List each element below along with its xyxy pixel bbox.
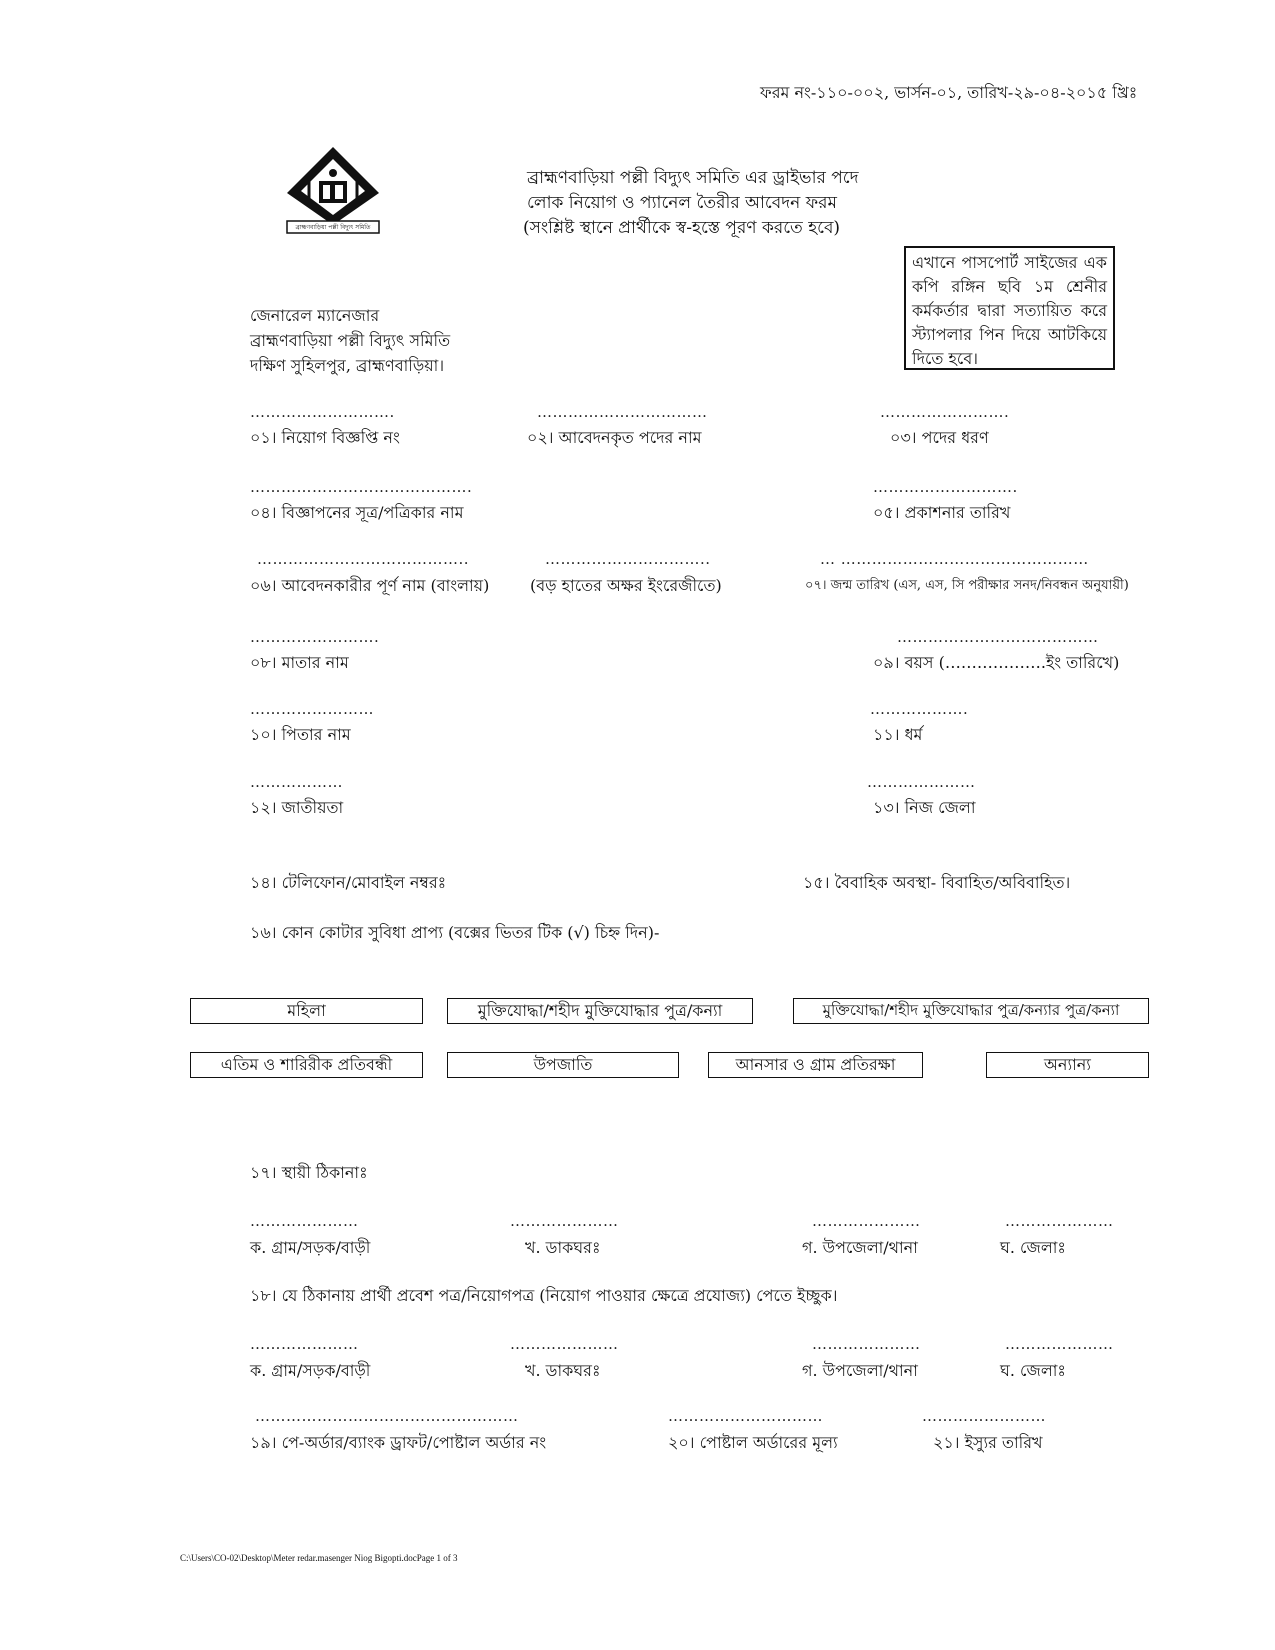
permanent-village-label: ক. গ্রাম/সড়ক/বাড়ী (250, 1238, 371, 1257)
permanent-district-label: ঘ. জেলাঃ (1000, 1238, 1066, 1257)
photo-placeholder-box[interactable]: এখানে পাসপোর্ট সাইজের এক কপি রঙ্গিন ছবি ১ম শ্রেনীর কর্মকর্তার দ্বারা সত্যায়িত করে স্ট্যাপলার পিন দিয়ে আটকিয়ে দিতে হবে। (904, 246, 1115, 370)
permanent-post-input[interactable]: ………………… (510, 1212, 619, 1230)
addressee-address: দক্ষিণ সুহিলপুর, ব্রাহ্মণবাড়িয়া। (250, 356, 445, 375)
mailing-village-input[interactable]: ………………… (250, 1335, 359, 1353)
addressee-title: জেনারেল ম্যানেজার (250, 306, 380, 325)
field-07-label: ০৭। জন্ম তারিখ (এস, এস, সি পরীক্ষার সনদ/নিবন্ধন অনুযায়ী) (805, 578, 1129, 593)
quota-freedom-fighter-grandchild-checkbox[interactable]: মুক্তিযোদ্ধা/শহীদ মুক্তিযোদ্ধার পুত্র/কন্যার পুত্র/কন্যা (793, 998, 1149, 1024)
field-06-english-label: (বড় হাতের অক্ষর ইংরেজীতে) (530, 576, 722, 595)
field-11-label: ১১। ধর্ম (873, 725, 923, 744)
field-08-label: ০৮। মাতার নাম (250, 653, 349, 672)
field-09-input[interactable]: ………………………………… (897, 628, 1099, 646)
permanent-upazila-input[interactable]: ………………… (812, 1212, 921, 1230)
field-02-label: ০২। আবেদনকৃত পদের নাম (527, 428, 702, 447)
field-20-input[interactable]: ………………………… (668, 1407, 823, 1425)
field-01-label: ০১। নিয়োগ বিজ্ঞপ্তি নং (250, 428, 400, 447)
mailing-upazila-input[interactable]: ………………… (812, 1335, 921, 1353)
field-09-label: ০৯। বয়স (……………….ইং তারিখে) (873, 653, 1120, 672)
title-line-3: (সংশ্লিষ্ট স্থানে প্রার্থীকে স্ব-হস্তে পূরণ করতে হবে) (523, 218, 841, 238)
quota-tribal-checkbox[interactable]: উপজাতি (447, 1052, 679, 1078)
mailing-upazila-label: গ. উপজেলা/থানা (802, 1361, 918, 1380)
field-04-label: ০৪। বিজ্ঞাপনের সূত্র/পত্রিকার নাম (250, 503, 464, 522)
field-03-label: ০৩। পদের ধরণ (890, 428, 989, 447)
permanent-upazila-label: গ. উপজেলা/থানা (802, 1238, 918, 1257)
field-15-label: ১৫। বৈবাহিক অবস্থা- বিবাহিত/অবিবাহিত। (803, 873, 1071, 892)
field-03-input[interactable]: ……………………. (880, 403, 1010, 421)
field-06-label: ০৬। আবেদনকারীর পূর্ণ নাম (বাংলায়) (250, 576, 490, 595)
field-02-input[interactable]: …………………………… (537, 403, 708, 421)
quota-orphan-disabled-checkbox[interactable]: এতিম ও শারিরীক প্রতিবন্ধী (190, 1052, 423, 1078)
field-12-input[interactable]: ……………… (250, 773, 343, 791)
field-17-label: ১৭। স্থায়ী ঠিকানাঃ (250, 1163, 368, 1182)
field-12-label: ১২। জাতীয়তা (250, 798, 344, 817)
page-footer: C:\Users\CO-02\Desktop\Meter redar.masenger Niog Bigopti.docPage 1 of 3 (180, 1553, 458, 1563)
quota-ansar-vdp-checkbox[interactable]: আনসার ও গ্রাম প্রতিরক্ষা (708, 1052, 923, 1078)
field-21-label: ২১। ইস্যুর তারিখ (933, 1433, 1043, 1452)
mailing-village-label: ক. গ্রাম/সড়ক/বাড়ী (250, 1361, 371, 1380)
field-19-label: ১৯। পে-অর্ডার/ব্যাংক ড্রাফট/পোষ্টাল অর্ডার নং (250, 1433, 547, 1452)
field-05-input[interactable]: ………………………. (873, 478, 1018, 496)
field-01-input[interactable]: ………………………. (250, 403, 395, 421)
field-04-input[interactable]: ……………………………………. (250, 478, 473, 496)
field-13-input[interactable]: ………………… (867, 773, 976, 791)
quota-freedom-fighter-child-checkbox[interactable]: মুক্তিযোদ্ধা/শহীদ মুক্তিযোদ্ধার পুত্র/কন্যা (447, 998, 753, 1024)
mailing-district-label: ঘ. জেলাঃ (1000, 1361, 1066, 1380)
permanent-post-label: খ. ডাকঘরঃ (525, 1238, 601, 1257)
field-06-bangla-input[interactable]: ………………………………….. (257, 550, 470, 568)
logo-label: ব্রাহ্মণবাড়িয়া পল্লী বিদ্যুৎ সমিতি (295, 224, 371, 231)
mailing-post-input[interactable]: ………………… (510, 1335, 619, 1353)
field-14-label: ১৪। টেলিফোন/মোবাইল নম্বরঃ (250, 873, 447, 892)
field-10-input[interactable]: …………………… (250, 700, 374, 718)
field-08-input[interactable]: ……………………. (250, 628, 380, 646)
quota-women-checkbox[interactable]: মহিলা (190, 998, 423, 1024)
permanent-district-input[interactable]: ………………… (1005, 1212, 1114, 1230)
field-21-input[interactable]: …………………… (922, 1407, 1046, 1425)
field-11-input[interactable]: ………………. (870, 700, 969, 718)
field-05-label: ০৫। প্রকাশনার তারিখ (873, 503, 1011, 522)
field-18-label: ১৮। যে ঠিকানায় প্রার্থী প্রবেশ পত্র/নিয়োগপত্র (নিয়োগ পাওয়ার ক্ষেত্রে প্রযোজ্য) পেতে ইচ্ছুক। (250, 1286, 838, 1305)
permanent-village-input[interactable]: ………………… (250, 1212, 359, 1230)
quota-others-checkbox[interactable]: অন্যান্য (986, 1052, 1149, 1078)
mailing-post-label: খ. ডাকঘরঃ (525, 1361, 601, 1380)
field-06-english-input[interactable]: ………………………….. (545, 550, 711, 568)
field-10-label: ১০। পিতার নাম (250, 725, 351, 744)
form-number: ফরম নং-১১০-০০২, ভার্সন-০১, তারিখ-২৯-০৪-২০১৫ খ্রিঃ (760, 83, 1138, 102)
field-19-input[interactable]: …………………………………………… (255, 1407, 519, 1425)
title-line-1: ব্রাহ্মণবাড়িয়া পল্লী বিদ্যুৎ সমিতি এর ড্রাইভার পদে (527, 168, 859, 188)
field-16-label: ১৬। কোন কোটার সুবিধা প্রাপ্য (বক্সের ভিতর টিক (√) চিহ্ন দিন)- (250, 923, 660, 942)
field-13-label: ১৩। নিজ জেলা (873, 798, 976, 817)
title-line-2: লোক নিয়োগ ও প্যানেল তৈরীর আবেদন ফরম (527, 193, 837, 213)
field-07-input[interactable]: … ………………………………………… (820, 550, 1089, 568)
field-20-label: ২০। পোষ্টাল অর্ডারের মূল্য (668, 1433, 838, 1452)
addressee-org: ব্রাহ্মণবাড়িয়া পল্লী বিদ্যুৎ সমিতি (250, 331, 451, 350)
mailing-district-input[interactable]: ………………… (1005, 1335, 1114, 1353)
